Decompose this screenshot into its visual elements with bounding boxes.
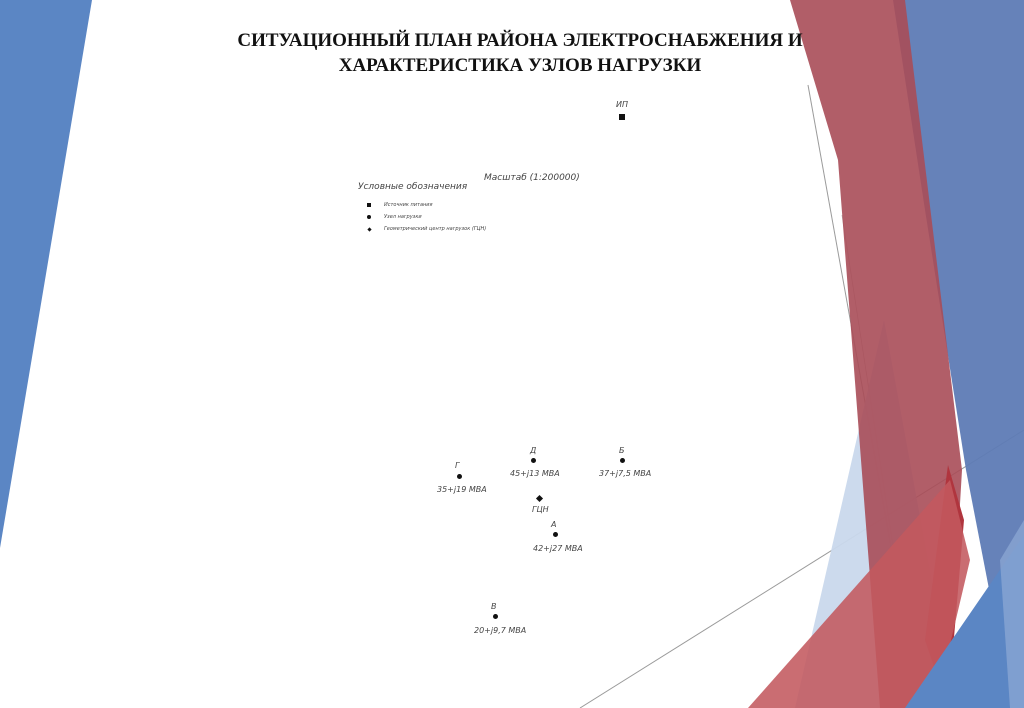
node-a-load: 42+j27 МВА	[533, 544, 583, 553]
node-a-name: А	[551, 520, 557, 529]
node-d-load: 45+j13 МВА	[510, 469, 560, 478]
node-b-marker	[620, 458, 625, 463]
scale-label: Масштаб (1:200000)	[484, 173, 580, 183]
node-g-name: Г	[455, 461, 460, 470]
node-b-name: Б	[619, 446, 625, 455]
legend-item-source: Источник питания	[384, 202, 433, 208]
node-g-marker	[457, 474, 462, 479]
node-d-marker	[531, 458, 536, 463]
power-source-marker	[619, 114, 625, 120]
legend-title: Условные обозначения	[358, 182, 468, 192]
title-line-1: СИТУАЦИОННЫЙ ПЛАН РАЙОНА ЭЛЕКТРОСНАБЖЕНИЯ И	[237, 30, 803, 51]
source-label: ИП	[616, 100, 628, 109]
node-v-name: В	[491, 602, 497, 611]
node-v-marker	[493, 614, 498, 619]
title-line-2: ХАРАКТЕРИСТИКА УЗЛОВ НАГРУЗКИ	[338, 55, 702, 76]
legend-circle-icon	[367, 215, 371, 219]
node-g-load: 35+j19 МВА	[437, 485, 487, 494]
node-b-load: 37+j7,5 МВА	[599, 469, 652, 478]
legend-item-node: Узел нагрузки	[384, 214, 422, 220]
node-a-marker	[553, 532, 558, 537]
load-center-label: ГЦН	[532, 505, 549, 514]
node-v-load: 20+j9,7 МВА	[474, 626, 527, 635]
slide-title	[120, 28, 920, 78]
legend-square-icon	[367, 203, 371, 207]
left-blue-wedge	[0, 0, 92, 548]
legend-item-center: Геометрический центр нагрузок (ГЦН)	[384, 226, 487, 232]
node-d-name: Д	[530, 446, 537, 455]
